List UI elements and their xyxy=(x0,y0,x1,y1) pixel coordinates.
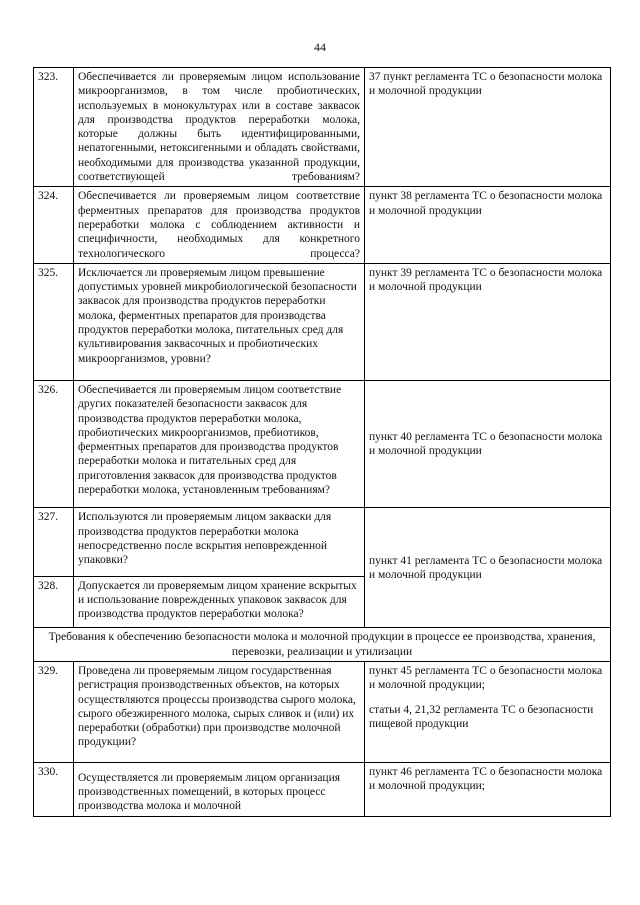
row-number: 323. xyxy=(34,68,74,187)
row-number: 330. xyxy=(34,762,74,816)
question-text: Используются ли проверяемым лицом закваски для производства продуктов переработки молока непосредственно после вскрытия неповрежденной упаковки? xyxy=(78,511,332,567)
reference-text: 37 пункт регламента ТС о безопасности молока и молочной продукции xyxy=(369,71,603,98)
question-cell xyxy=(74,576,365,628)
table-row xyxy=(34,68,611,187)
row-number: 326. xyxy=(34,380,74,507)
table-row xyxy=(34,187,611,263)
question-text: Допускается ли проверяемым лицом хранение вскрытых и использование поврежденных упаковок заквасок для производства продуктов переработки молока? xyxy=(78,579,357,621)
reference-cell xyxy=(365,187,611,263)
question-text: Обеспечивается ли проверяемым лицом соответствие других показателей безопасности заквасок для производства продуктов переработки молока, пробиотических микроорганизмов, пребиотиков, ферментных препаратов для производства продуктов переработки молока и питательных сред для приготовления заквасок для производства продуктов переработки молока, установленным требованиям? xyxy=(78,383,342,497)
table-row xyxy=(34,380,611,507)
table-row xyxy=(34,661,611,762)
reference-text: пункт 45 регламента ТС о безопасности молока и молочной продукции; xyxy=(369,664,603,692)
row-number: 324. xyxy=(34,187,74,263)
question-cell xyxy=(74,661,365,762)
question-cell xyxy=(74,380,365,507)
section-heading: Требования к обеспечению безопасности молока и молочной продукции в процессе ее производства, хранения, перевозки, реализации и утилизации xyxy=(34,628,611,662)
question-cell xyxy=(74,508,365,576)
question-text: Обеспечивается ли проверяемым лицом соответствие ферментных препаратов для производства продуктов переработки молока с соблюдением активности и специфичности, необходимых для конкретного технологического процесса? xyxy=(78,190,360,260)
question-text: Исключается ли проверяемым лицом превышение допустимых уровней микробиологической безопасности заквасок для производства продуктов переработки молока, ферментных препаратов для производства продуктов переработки молока, питательных сред для культивирования заквасочных и пробиотических микроорганизмов, уровни? xyxy=(78,266,357,365)
question-cell xyxy=(74,263,365,380)
reference-text: пункт 46 регламента ТС о безопасности молока и молочной продукции; xyxy=(369,765,603,793)
table-row xyxy=(34,263,611,380)
question-text: Обеспечивается ли проверяемым лицом использование микроорганизмов, в том числе пробиотических, используемых в монокультурах или в составе заквасок для производства продуктов переработки молока, которые должны быть идентифицированными, непатогенными, нетоксигенными и обладать свойствами, необходимыми для производства указанной продукции, соответствующей требованиям? xyxy=(78,71,360,184)
question-cell xyxy=(74,762,365,816)
requirements-table xyxy=(33,67,611,817)
reference-cell xyxy=(365,68,611,187)
reference-cell xyxy=(365,263,611,380)
reference-cell xyxy=(365,661,611,762)
question-cell xyxy=(74,68,365,187)
table-row xyxy=(34,762,611,816)
row-number: 325. xyxy=(34,263,74,380)
reference-text: пункт 41 регламента ТС о безопасности молока и молочной продукции xyxy=(369,554,603,581)
reference-text-secondary: статьи 4, 21,32 регламента ТС о безопасности пищевой продукции xyxy=(369,703,594,730)
question-text: Осуществляется ли проверяемым лицом организация производственных помещений, в которых процесс производства молока и молочной xyxy=(78,771,341,813)
question-text: Проведена ли проверяемым лицом государственная регистрация производственных объектов, на которых осуществляются процессы производства сырого молока, сырого обезжиренного молока, сырых сливок и (или) их переработки (обработки) при производстве молочной продукции? xyxy=(78,664,356,749)
reference-cell xyxy=(365,380,611,507)
row-number: 328. xyxy=(34,576,74,628)
section-heading-row xyxy=(34,628,611,662)
reference-text: пункт 40 регламента ТС о безопасности молока и молочной продукции xyxy=(369,430,603,458)
reference-cell xyxy=(365,508,611,628)
reference-text: пункт 39 регламента ТС о безопасности молока и молочной продукции xyxy=(369,266,603,294)
page-number: 44 xyxy=(314,40,326,54)
table-row xyxy=(34,508,611,576)
reference-cell xyxy=(365,762,611,816)
row-number: 329. xyxy=(34,661,74,762)
question-cell xyxy=(74,187,365,263)
reference-text: пункт 38 регламента ТС о безопасности молока и молочной продукции xyxy=(369,190,603,217)
row-number: 327. xyxy=(34,508,74,576)
